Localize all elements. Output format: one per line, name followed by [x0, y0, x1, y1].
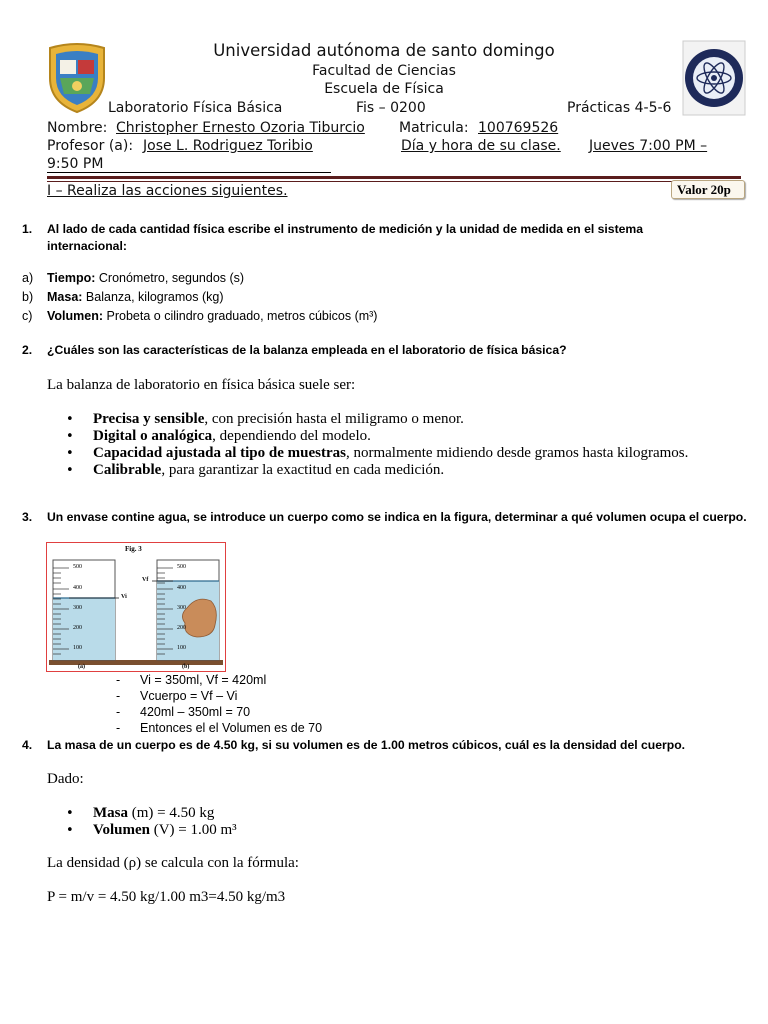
name-value: Christopher Ernesto Ozoria Tiburcio	[116, 120, 365, 136]
tick-label-b-300: 300	[177, 605, 186, 611]
q1-item-b-term: Masa:	[47, 290, 83, 304]
section-title: I – Realiza las acciones siguientes.	[47, 183, 288, 199]
label-b: (b)	[182, 664, 190, 670]
q1-item-a-letter: a)	[22, 271, 34, 285]
q3-answer: Entonces el el Volumen es de 70	[140, 721, 323, 735]
q4-bullets	[93, 805, 493, 839]
q2-bullet-rest: , normalmente midiendo desde gramos hasta kilogramos.	[345, 445, 689, 461]
q4-bullet-rest: (m) = 4.50 kg	[128, 805, 215, 821]
q2-bullet-bold: Digital o analógica	[93, 428, 213, 444]
class-time-label: Día y hora de su clase.	[401, 138, 561, 154]
q1-item-c-answer: Probeta o cilindro graduado, metros cúbicos (m³)	[106, 309, 378, 323]
q2-bullet-rest: , con precisión hasta el miligramo o menor.	[204, 411, 464, 427]
figure-title: Fig. 3	[125, 545, 142, 553]
tick-label-b-200: 200	[177, 625, 186, 631]
header-divider	[47, 176, 741, 179]
q2-bullet-bold: Precisa y sensible	[93, 411, 205, 427]
q1-text: Al lado de cada cantidad física escribe el instrumento de medición y la unidad de medida en el sistema internacional:	[47, 222, 644, 253]
q4-text: La masa de un cuerpo es de 4.50 kg, si su volumen es de 1.00 metros cúbicos, cuál es la densidad del cuerpo.	[47, 738, 686, 752]
class-time-value-cont: 9:50 PM	[47, 156, 104, 172]
q1-item-c-letter: c)	[22, 309, 33, 323]
tick-label-a-300: 300	[73, 605, 82, 611]
q3-text: Un envase contine agua, se introduce un cuerpo como se indica en la figura, determinar a qué volumen ocupa el cuerpo.	[47, 510, 747, 524]
profesor-label: Profesor (a):	[47, 138, 134, 154]
q2-bullet	[93, 411, 733, 428]
faculty-title: Facultad de Ciencias	[312, 63, 456, 79]
q4-bullet-bold: Volumen	[93, 822, 150, 838]
university-title: Universidad autónoma de santo domingo	[213, 41, 555, 60]
label-a: (a)	[78, 664, 85, 670]
q1-item-a-answer: Cronómetro, segundos (s)	[98, 271, 245, 285]
value-badge	[671, 180, 745, 199]
tick-label-a-500: 500	[73, 564, 82, 570]
q2-bullet	[93, 428, 733, 445]
q4-bullet-rest: (V) = 1.00 m³	[149, 822, 237, 838]
practices-label: Prácticas 4-5-6	[567, 100, 672, 116]
q4-number: 4.	[22, 738, 33, 752]
q1-item-c-term: Volumen:	[47, 309, 104, 323]
q3-answer: Vi = 350ml, Vf = 420ml	[140, 673, 267, 687]
q1-item-c	[47, 309, 377, 323]
header-divider-thin	[47, 181, 741, 182]
q4-result: P = m/v = 4.50 kg/1.00 m3=4.50 kg/m3	[47, 889, 286, 905]
beaker-figure	[46, 542, 226, 672]
school-title: Escuela de Física	[324, 81, 444, 97]
q1-item-b-letter: b)	[22, 290, 34, 304]
q2-intro: La balanza de laboratorio en física básica suele ser:	[47, 377, 356, 393]
q1-item-a-term: Tiempo:	[47, 271, 96, 285]
course-code: Fis – 0200	[356, 100, 426, 116]
q1-item-b	[47, 290, 223, 304]
lab-name: Laboratorio Física Básica	[108, 100, 283, 116]
q3-dash: -	[116, 673, 121, 687]
q2-bullet-bold: Calibrable	[93, 462, 162, 478]
tick-label-a-200: 200	[73, 625, 82, 631]
q3-dash: -	[116, 705, 121, 719]
vf-label: Vf	[142, 577, 149, 583]
q2-bullet-bold: Capacidad ajustada al tipo de muestras	[93, 445, 346, 461]
q4-bullet-bold: Masa	[93, 805, 128, 821]
q3-dash: -	[116, 689, 121, 703]
q4-given: Dado:	[47, 771, 84, 787]
q2-text: ¿Cuáles son las características de la balanza empleada en el laboratorio de física básica?	[47, 343, 567, 357]
q2-bullet	[93, 445, 733, 462]
tick-label-a-400: 400	[73, 585, 82, 591]
q2-bullet-rest: , para garantizar la exactitud en cada medición.	[161, 462, 445, 478]
q3-dash: -	[116, 721, 121, 735]
tick-label-b-100: 100	[177, 645, 186, 651]
q1-number: 1.	[22, 222, 33, 236]
q3-answer: 420ml – 350ml = 70	[140, 705, 251, 719]
vi-label: Vi	[121, 594, 127, 600]
q2-bullet	[93, 462, 733, 479]
q4-formula-intro: La densidad (ρ) se calcula con la fórmula:	[47, 855, 299, 871]
q4-bullet	[93, 805, 493, 822]
q2-bullet-rest: , dependiendo del modelo.	[212, 428, 371, 444]
q3-number: 3.	[22, 510, 33, 524]
tick-label-b-500: 500	[177, 564, 186, 570]
class-time-underline	[47, 172, 331, 173]
matricula-value: 100769526	[478, 120, 559, 136]
matricula-label: Matricula:	[399, 120, 469, 136]
tick-label-b-400: 400	[177, 585, 186, 591]
profesor-value: Jose L. Rodriguez Toribio	[143, 138, 313, 154]
name-label: Nombre:	[47, 120, 108, 136]
tick-label-a-100: 100	[73, 645, 82, 651]
q4-bullet	[93, 822, 493, 839]
q3-answer: Vcuerpo = Vf – Vi	[140, 689, 238, 703]
q1-item-a	[47, 271, 244, 285]
class-time-value: Jueves 7:00 PM –	[589, 138, 708, 154]
value-badge-text: Valor 20p	[677, 182, 731, 197]
q2-number: 2.	[22, 343, 33, 357]
q2-bullets	[93, 411, 733, 479]
q1-item-b-answer: Balanza, kilogramos (kg)	[85, 290, 224, 304]
